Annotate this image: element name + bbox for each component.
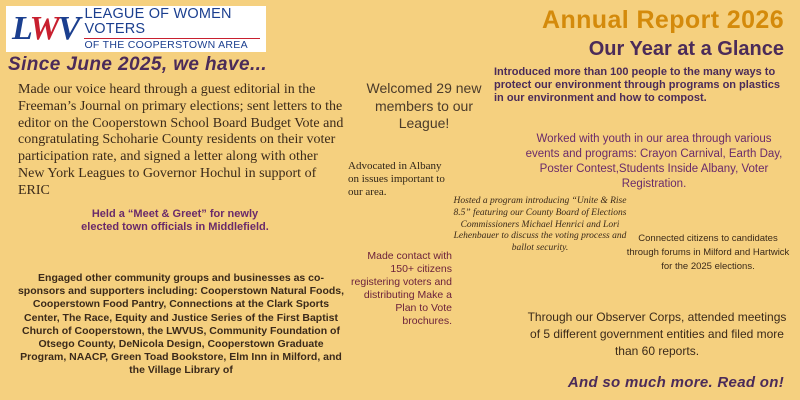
page-title: Annual Report 2026	[542, 6, 784, 34]
logo-line2: OF THE COOPERSTOWN AREA	[84, 38, 260, 51]
meet-greet-text: Held a “Meet & Greet” for newly elected town officials in Middlefield.	[81, 208, 269, 233]
welcomed-text: Welcomed 29 new members to our League!	[366, 80, 482, 131]
introduced-text: Introduced more than 100 people to the many ways to protect our environment through programs on plastics in our environment and how to compost.	[494, 66, 781, 104]
contact-text: Made contact with 150+ citizens registering voters and distributing Make a Plan to Vote brochures.	[351, 250, 452, 327]
advocated-text: Advocated in Albany on issues important to our area.	[348, 160, 445, 198]
observer-text: Through our Observer Corps, attended meetings of 5 different government entities and filed more than 60 reports.	[527, 310, 787, 358]
logo-mark: LWV	[12, 10, 79, 47]
editorial-text: Made our voice heard through a guest editorial in the Freeman’s Journal on primary elections; sent letters to the editor on the Cooperstown School Board Budget Vote and congratulating Schoharie County residents on their voter participation rate, and signed a letter along with other New York Leagues to Governor Hochul in support of ERIC	[18, 82, 344, 198]
since-heading: Since June 2025, we have...	[8, 54, 267, 75]
engaged-text: Engaged other community groups and businesses as co-sponsors and supporters including: Cooperstown Natural Foods, Cooperstown Food Pantry, Connections at the Clark Sports Center, The Race, Equity and Justice Series of the First Baptist Church of Cooperstown, the LWVUS, Community Foundation of Otsego County, DeNicola Design, Cooperstown Graduate Program, NAACP, Green Toad Bookstore, Elm Inn in Milford, and the Village Library of	[17, 272, 345, 377]
connected-text: Connected citizens to candidates through forums in Milford and Hartwick for the 2025 elections.	[626, 233, 790, 272]
lwv-logo	[6, 6, 266, 52]
read-more-text: And so much more. Read on!	[567, 374, 784, 391]
logo-line1: LEAGUE OF WOMEN VOTERS	[84, 6, 232, 38]
hosted-text: Hosted a program introducing “Unite & Rise 8.5” featuring our County Board of Elections Commissioners Michael Henrici and Lori Lehenbauer to discuss the voting process and ballot security.	[453, 196, 627, 254]
youth-text: Worked with youth in our area through various events and programs: Crayon Carnival, Earth Day, Poster Contest,Students Inside Albany, Voter Registration.	[525, 133, 783, 190]
logo-text	[84, 7, 260, 50]
page-subtitle: Our Year at a Glance	[588, 38, 784, 60]
